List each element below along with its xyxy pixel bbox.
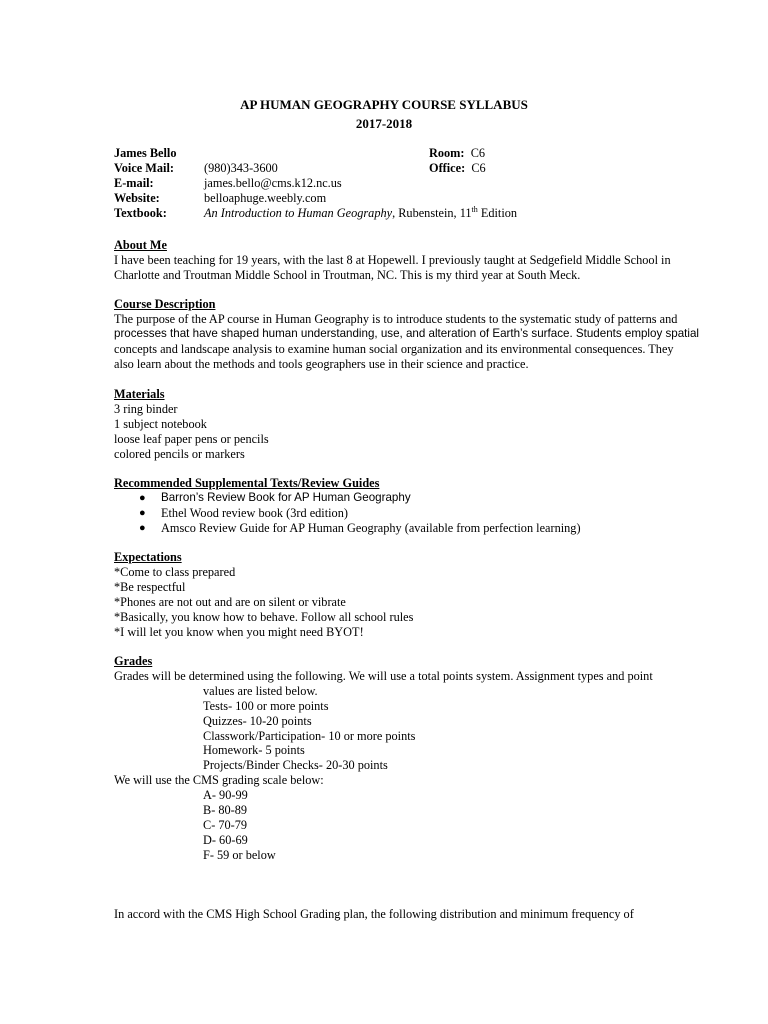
course-description-heading: Course Description bbox=[114, 297, 216, 311]
email-label: E-mail: bbox=[114, 175, 154, 190]
textbook-edition: Edition bbox=[477, 205, 518, 220]
expectation-item: *Basically, you know how to behave. Follow all school rules bbox=[114, 609, 414, 624]
expectation-item: *Come to class prepared bbox=[114, 564, 236, 579]
about-section bbox=[114, 238, 694, 283]
list-item bbox=[114, 491, 694, 506]
course-description-line: The purpose of the AP course in Human Geography is to introduce students to the systematic study of patterns and bbox=[114, 311, 678, 326]
supplemental-texts-section bbox=[114, 476, 694, 536]
grades-intro: Grades will be determined using the following. We will use a total points system. Assignment types and point bbox=[114, 668, 653, 683]
expectation-item: *Be respectful bbox=[114, 579, 186, 594]
bullet-icon: ● bbox=[139, 506, 146, 519]
materials-item: 1 subject notebook bbox=[114, 416, 207, 431]
footer-text: In accord with the CMS High School Grading plan, the following distribution and minimum frequency of bbox=[114, 907, 634, 921]
office-value: C6 bbox=[471, 160, 486, 175]
textbook-author: , Rubenstein, 11 bbox=[392, 205, 472, 220]
title-block bbox=[0, 95, 768, 133]
info-row-textbook bbox=[114, 206, 714, 221]
list-item bbox=[114, 521, 694, 536]
grading-scale-item: B- 80-89 bbox=[203, 803, 248, 818]
footer-section bbox=[114, 907, 694, 922]
about-line: I have been teaching for 19 years, with the last 8 at Hopewell. I previously taught at Sedgefield Middle School in bbox=[114, 252, 671, 267]
textbook-label: Textbook: bbox=[114, 205, 167, 220]
supplemental-texts-heading: Recommended Supplemental Texts/Review Guides bbox=[114, 476, 380, 490]
grading-scale-item: D- 60-69 bbox=[203, 832, 248, 847]
grading-scale-item: C- 70-79 bbox=[203, 817, 248, 832]
info-row-email bbox=[114, 176, 714, 191]
teacher-name: James Bello bbox=[114, 146, 177, 160]
expectations-section bbox=[114, 550, 694, 639]
document-title: AP HUMAN GEOGRAPHY COURSE SYLLABUS bbox=[240, 97, 528, 112]
course-description-line: concepts and landscape analysis to examine human social organization and its environmental consequences. They bbox=[114, 341, 674, 356]
website-label: Website: bbox=[114, 190, 160, 205]
course-description-section bbox=[114, 297, 699, 372]
materials-item: colored pencils or markers bbox=[114, 446, 245, 461]
expectation-item: *Phones are not out and are on silent or vibrate bbox=[114, 594, 346, 609]
textbook-title: An Introduction to Human Geography bbox=[204, 205, 393, 220]
teacher-info bbox=[114, 146, 714, 220]
bullet-icon: ● bbox=[139, 521, 146, 534]
supplemental-texts-list bbox=[114, 491, 694, 536]
points-item: Quizzes- 10-20 points bbox=[203, 713, 312, 728]
about-line: Charlotte and Troutman Middle School in Troutman, NC. This is my third year at South Meck. bbox=[114, 267, 581, 282]
room: Room: C6 bbox=[429, 146, 486, 160]
list-item bbox=[114, 506, 694, 521]
office-label: Office: bbox=[429, 160, 466, 175]
expectations-heading: Expectations bbox=[114, 550, 182, 564]
materials-item: 3 ring binder bbox=[114, 401, 178, 416]
website-value: belloaphuge.weebly.com bbox=[204, 190, 327, 205]
info-row-voicemail bbox=[114, 161, 714, 176]
room-value: C6 bbox=[470, 146, 486, 160]
bullet-icon: ● bbox=[139, 491, 146, 504]
list-item-text: Barron’s Review Book for AP Human Geography bbox=[161, 490, 411, 504]
about-heading: About Me bbox=[114, 238, 167, 252]
grading-scale-item: A- 90-99 bbox=[203, 788, 248, 803]
voicemail-value: (980)343-3600 bbox=[204, 160, 278, 175]
room-label: Room bbox=[429, 146, 461, 160]
materials-item: loose leaf paper pens or pencils bbox=[114, 431, 269, 446]
list-item-text: Amsco Review Guide for AP Human Geography (available from perfection learning) bbox=[161, 520, 581, 535]
points-item: Tests- 100 or more points bbox=[203, 698, 329, 713]
points-item: Projects/Binder Checks- 20-30 points bbox=[203, 758, 388, 773]
grades-heading: Grades bbox=[114, 654, 153, 668]
voicemail-label: Voice Mail: bbox=[114, 160, 174, 175]
course-description-line: processes that have shaped human understanding, use, and alteration of Earth’s surface. Students employ spatial bbox=[114, 326, 699, 340]
grading-scale-item: F- 59 or below bbox=[203, 847, 276, 862]
grading-scale-intro: We will use the CMS grading scale below: bbox=[114, 773, 324, 788]
grades-intro-continued: values are listed below. bbox=[203, 683, 318, 698]
info-row-website bbox=[114, 191, 714, 206]
expectation-item: *I will let you know when you might need BYOT! bbox=[114, 624, 364, 639]
textbook-sup: th bbox=[471, 204, 478, 214]
info-row-name bbox=[114, 146, 714, 161]
materials-section bbox=[114, 387, 694, 462]
grades-section bbox=[114, 654, 694, 863]
document-year: 2017-2018 bbox=[355, 116, 413, 131]
course-description-line: also learn about the methods and tools geographers use in their science and practice. bbox=[114, 356, 529, 371]
list-item-text: Ethel Wood review book (3rd edition) bbox=[161, 505, 348, 520]
textbook-value bbox=[204, 206, 517, 221]
points-item: Classwork/Participation- 10 or more points bbox=[203, 728, 416, 743]
materials-heading: Materials bbox=[114, 387, 165, 401]
office bbox=[429, 161, 486, 176]
email-value: james.bello@cms.k12.nc.us bbox=[204, 175, 342, 190]
points-item: Homework- 5 points bbox=[203, 743, 305, 758]
